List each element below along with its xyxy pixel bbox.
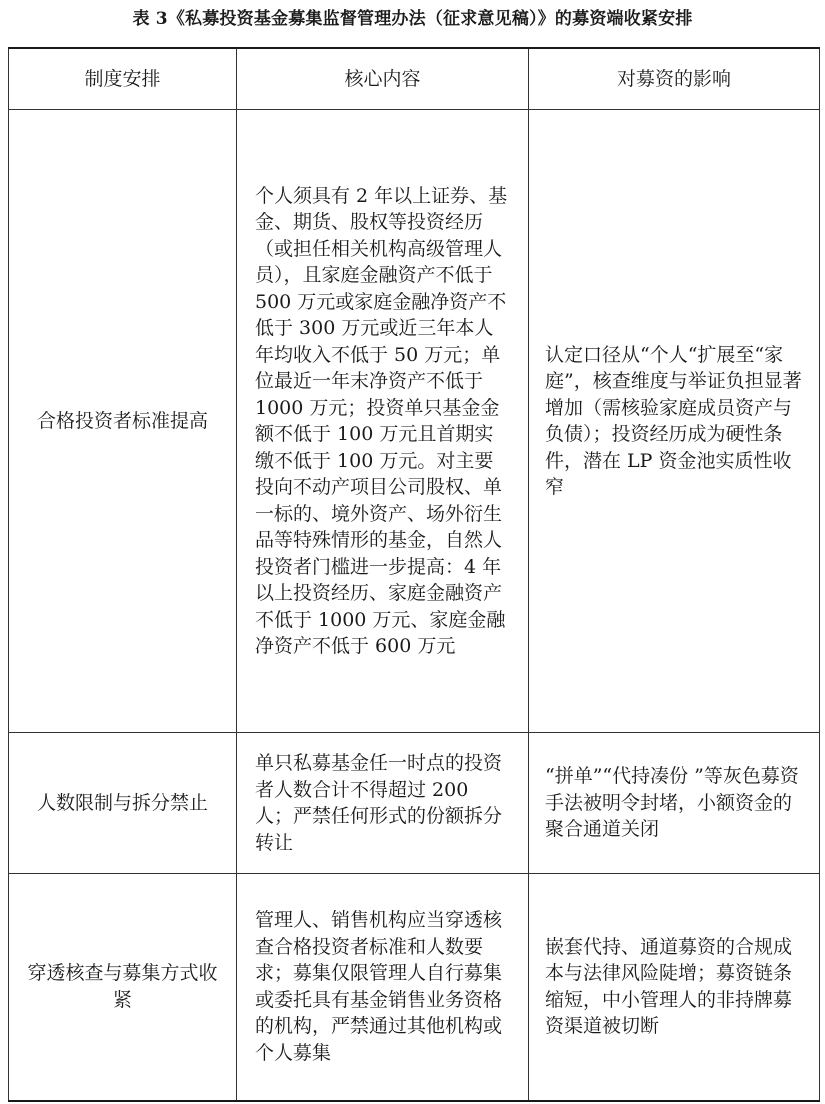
row-impact: “拼单”“代持凑份 ”等灰色募资手法被明令封堵，小额资金的聚合通道关闭: [529, 733, 820, 874]
table-caption: 表 3《私募投资基金募集监督管理办法（征求意见稿）》的募资端收紧安排: [132, 9, 693, 29]
header-content: 核心内容: [237, 48, 529, 110]
row-content: 个人须具有 2 年以上证券、基金、期货、股权等投资经历（或担任相关机构高级管理人员），且家庭金融资产不低于 500 万元或家庭金融净资产不低于 300 万元或近三年本人年均收入不低于 50 万元；单位最近一年末净资产不低于 1000 万元；投资单只基金金额不低于 100 万元且首期实缴不低于 100 万元。对主要投向不动产项目公司股权、单一标的、境外资产、场外衍生品等特殊情形的基金，自然人投资者门槛进一步提高：4 年以上投资经历、家庭金融资产不低于 1000 万元、家庭金融净资产不低于 600 万元: [237, 110, 529, 733]
row-content: 管理人、销售机构应当穿透核查合格投资者标准和人数要求；募集仅限管理人自行募集或委托具有基金销售业务资格的机构，严禁通过其他机构或个人募集: [237, 874, 529, 1101]
row-content: 单只私募基金任一时点的投资者人数合计不得超过 200 人；严禁任何形式的份额拆分转让: [237, 733, 529, 874]
table-row: [9, 874, 820, 1101]
row-impact: 嵌套代持、通道募资的合规成本与法律风险陡增；募资链条缩短，中小管理人的非持牌募资渠道被切断: [529, 874, 820, 1101]
header-row: [9, 48, 820, 110]
header-arrangement: 制度安排: [9, 48, 237, 110]
regulation-table: [8, 47, 820, 1102]
table-row: [9, 733, 820, 874]
row-impact: 认定口径从“个人“扩展至“家庭”，核查维度与举证负担显著增加（需核验家庭成员资产与负债）；投资经历成为硬性条件，潜在 LP 资金池实质性收窄: [529, 110, 820, 733]
table-row: [9, 110, 820, 733]
row-arrangement: 合格投资者标准提高: [9, 110, 237, 733]
header-impact: 对募资的影响: [529, 48, 820, 110]
row-arrangement: 穿透核查与募集方式收紧: [9, 874, 237, 1101]
row-arrangement: 人数限制与拆分禁止: [9, 733, 237, 874]
